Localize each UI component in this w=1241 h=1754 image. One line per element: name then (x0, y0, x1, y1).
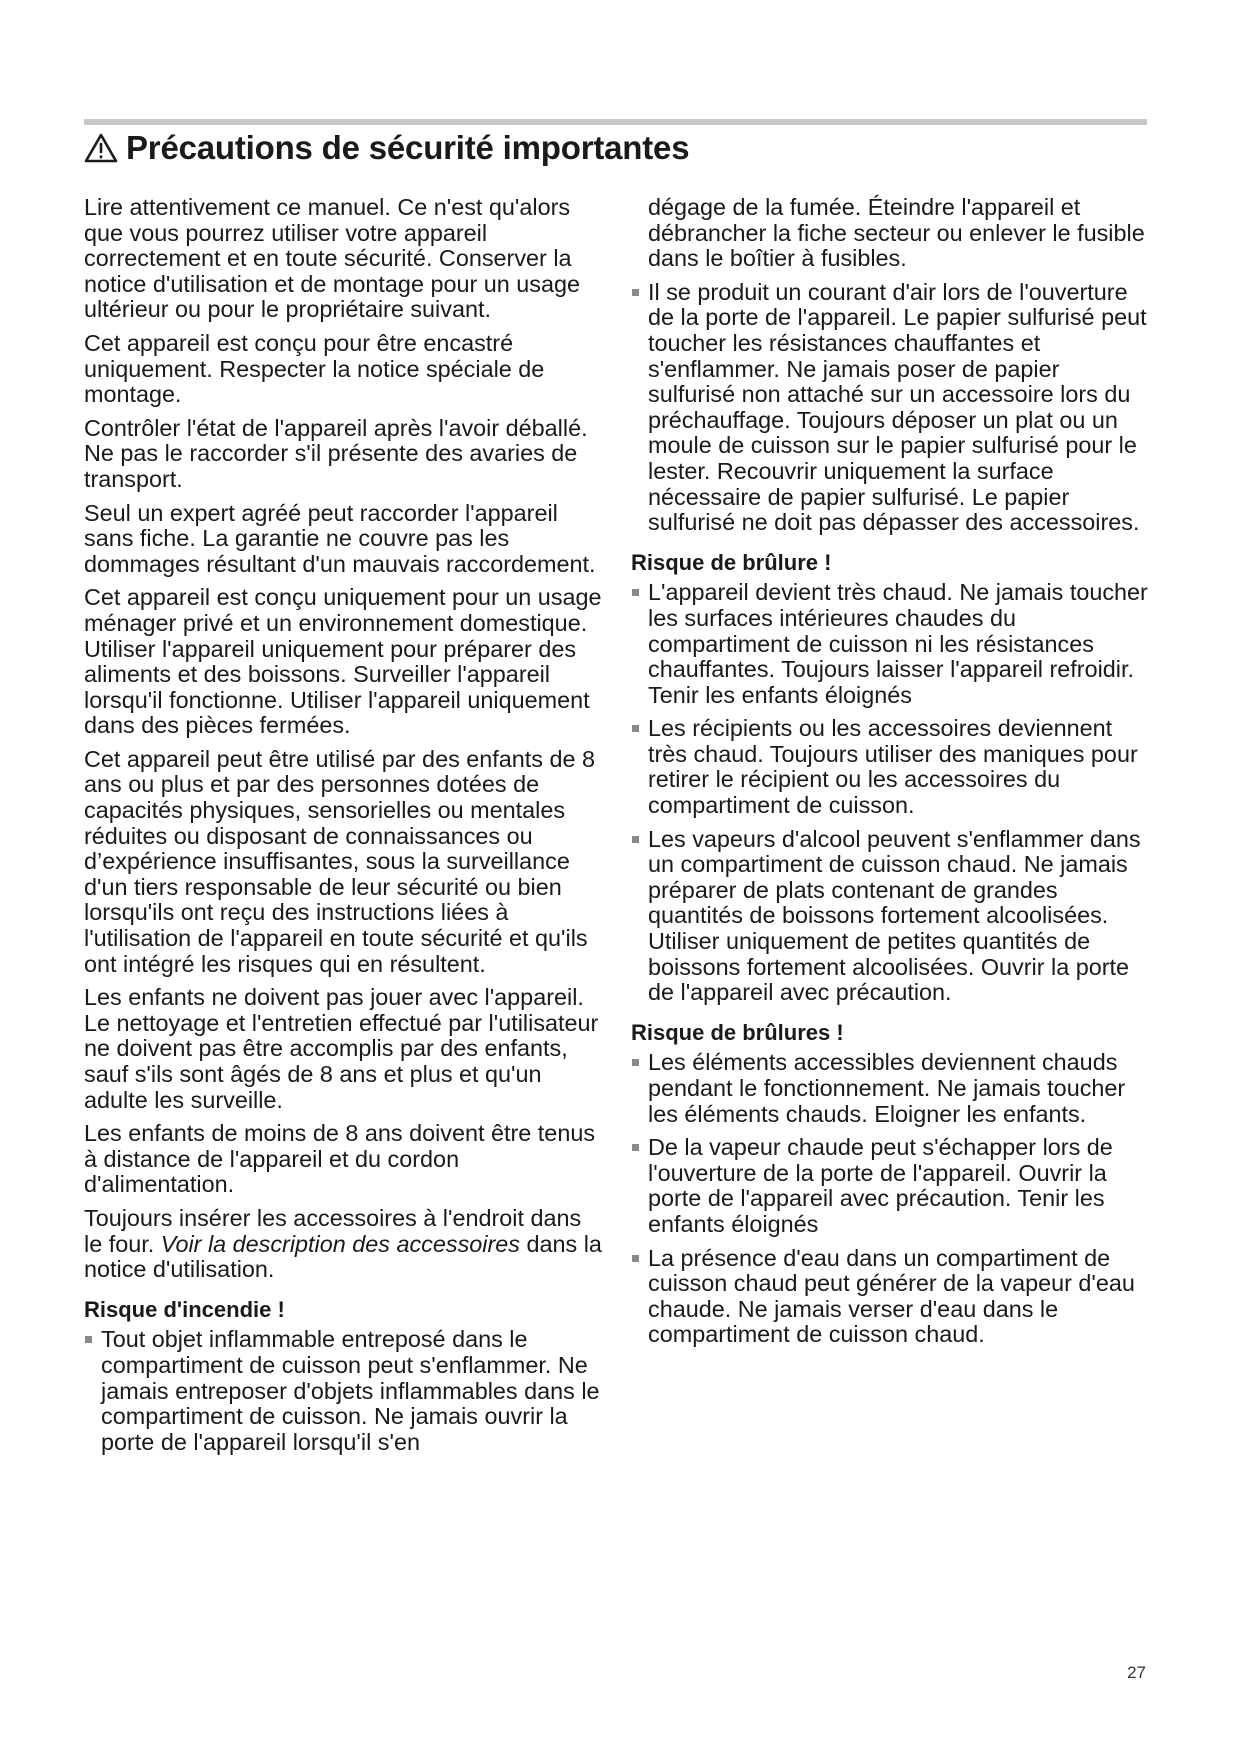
page-title-text: Précautions de sécurité importantes (126, 129, 690, 166)
list-item (631, 827, 1151, 1006)
list-item-text: Il se produit un courant d'air lors de l'ouverture de la porte de l'appareil. Le papier sulfurisé peut toucher les résistances chauffantes et s'enflammer. Ne jamais poser de papier sulfurisé non attaché sur un accessoire lors du préchauffage. Toujours déposer un plat ou un moule de cuisson sur le papier sulfurisé pour le lester. Recouvrir uniquement la surface nécessaire de papier sulfurisé. Le papier sulfurisé ne doit pas dépasser des accessoires. (648, 278, 1147, 536)
list-item (631, 716, 1151, 818)
square-bullet-icon (632, 1144, 639, 1151)
list-item-text: De la vapeur chaude peut s'échapper lors de l'ouverture de la porte de l'appareil. Ouvrir la porte de l'appareil avec précaution. Tenir les enfants éloignés (648, 1134, 1113, 1237)
paragraph-children-distance: Les enfants de moins de 8 ans doivent être tenus à distance de l'appareil et du cordon d'alimentation. (84, 1120, 596, 1198)
left-column (84, 195, 602, 1463)
list-item-text: L'appareil devient très chaud. Ne jamais toucher les surfaces intérieures chaudes du compartiment de cuisson ni les résistances chauffantes. Toujours laisser l'appareil refroidir. Tenir les enfants éloignés (648, 579, 1148, 708)
square-bullet-icon (85, 1336, 92, 1343)
accessories-text-before: Toujours insérer les accessoires à l'endroit dans le four. (84, 1204, 582, 1257)
list-item-text: Les éléments accessibles deviennent chauds pendant le fonctionnement. Ne jamais toucher les éléments chauds. Eloigner les enfants. (648, 1049, 1126, 1127)
paragraph-domestic-use: Cet appareil est conçu uniquement pour un usage ménager privé et un environnement domestique. Utiliser l'appareil uniquement pour préparer des aliments et des boissons. Surveiller l'appareil lorsqu'il fonctionne. Utiliser l'appareil uniquement dans des pièces fermées. (84, 584, 602, 739)
square-bullet-icon (632, 289, 639, 296)
list-item-text: Les vapeurs d'alcool peuvent s'enflammer dans un compartiment de cuisson chaud. Ne jamais préparer de plats contenant de grandes quantités de boissons fortement alcoolisées. Utiliser uniquement de petites quantités de boissons fortement alcoolisées. Ouvrir la porte de l'appareil avec précaution. (648, 825, 1141, 1006)
page-title (84, 129, 689, 167)
list-item (631, 280, 1151, 536)
paragraph-expert-connection: Seul un expert agréé peut raccorder l'appareil sans fiche. La garantie ne couvre pas les dommages résultant d'un mauvais raccordement. (84, 499, 596, 577)
accessories-text-after: dans la notice d'utilisation. (84, 1230, 602, 1283)
list-item-text: Tout objet inflammable entreposé dans le compartiment de cuisson peut s'enflammer. Ne jamais entreposer d'objets inflammables dans le compartiment de cuisson. Ne jamais ouvrir la porte de l'appareil lorsqu'il s'en (101, 1326, 600, 1455)
paragraph-children-play: Les enfants ne doivent pas jouer avec l'appareil. Le nettoyage et l'entretien effectué par l'utilisateur ne doivent pas être accomplis par des enfants, sauf s'ils sont âgés de 8 ans et plus et qu'un adulte les surveille. (84, 984, 599, 1113)
paragraph-accessories (84, 1206, 602, 1283)
list-item-text: Les récipients ou les accessoires deviennent très chaud. Toujours utiliser des maniques pour retirer le récipient ou les accessoires du compartiment de cuisson. (648, 715, 1138, 819)
list-item (631, 1246, 1151, 1348)
list-item-text: La présence d'eau dans un compartiment de cuisson chaud peut générer de la vapeur d'eau chaude. Ne jamais verser d'eau dans le compartiment de cuisson chaud. (648, 1244, 1135, 1348)
paragraph-read-manual: Lire attentivement ce manuel. Ce n'est qu'alors que vous pourrez utiliser votre appareil correctement et en toute sécurité. Conserver la notice d'utilisation et de montage pour un usage ultérieur ou pour le propriétaire suivant. (84, 194, 581, 323)
paragraph-children-persons: Cet appareil peut être utilisé par des enfants de 8 ans ou plus et par des personnes dotées de capacités physiques, sensorielles ou mentales réduites ou disposant de connaissances ou d’expérience insuffisantes, sous la surveillance d'un tiers responsable de leur sécurité ou bien lorsqu'ils ont reçu des instructions liées à l'utilisation de l'appareil en toute sécurité et qu'ils ont intégré les risques qui en résultent. (84, 745, 596, 977)
square-bullet-icon (632, 1255, 639, 1262)
square-bullet-icon (632, 589, 639, 596)
paragraph-check-condition: Contrôler l'état de l'appareil après l'avoir déballé. Ne pas le raccorder s'il présente des avaries de transport. (84, 414, 588, 492)
list-item (84, 1327, 602, 1455)
heading-burns-risk: Risque de brûlures ! (631, 1019, 844, 1045)
square-bullet-icon (632, 725, 639, 732)
list-item (631, 580, 1151, 708)
square-bullet-icon (632, 1059, 639, 1066)
accessories-reference: Voir la description des accessoires (160, 1230, 520, 1257)
heading-burn-risk: Risque de brûlure ! (631, 549, 832, 575)
paragraph-built-in: Cet appareil est conçu pour être encastré uniquement. Respecter la notice spéciale de montage. (84, 329, 545, 408)
heading-fire-risk: Risque d'incendie ! (84, 1296, 285, 1322)
page-number: 27 (1127, 1663, 1146, 1682)
list-item (631, 1135, 1151, 1237)
square-bullet-icon (632, 836, 639, 843)
header-rule (84, 119, 1147, 125)
list-item-continuation: dégage de la fumée. Éteindre l'appareil et débrancher la fiche secteur ou enlever le fusible dans le boîtier à fusibles. (648, 194, 1145, 272)
warning-triangle-icon (84, 133, 118, 163)
list-item (631, 1050, 1151, 1127)
right-column (631, 195, 1151, 1356)
